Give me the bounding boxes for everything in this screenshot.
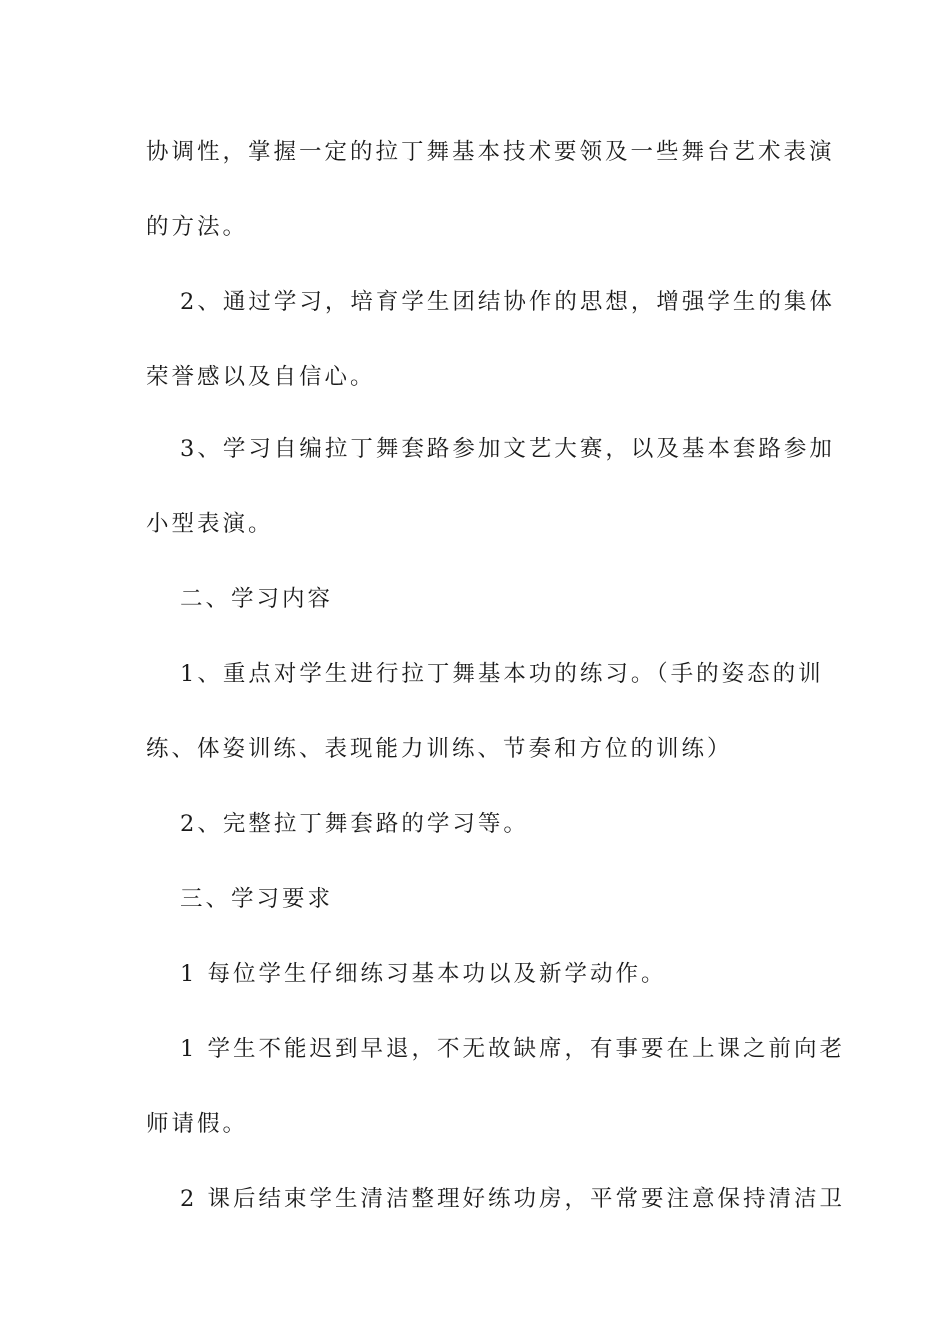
text-line: 师请假。 xyxy=(146,1111,249,1137)
paragraph-objective-2 xyxy=(146,265,835,415)
heading-line: 三、学习要求 xyxy=(180,886,334,912)
text-line: 练、体姿训练、表现能力训练、节奏和方位的训练） xyxy=(146,736,733,762)
text-line: 荣誉感以及自信心。 xyxy=(146,364,376,390)
paragraph-requirement-2 xyxy=(146,1012,845,1162)
text-line: 1 学生不能迟到早退，不无故缺席，有事要在上课之前向老 xyxy=(180,1036,845,1062)
paragraph-objective-1-continued xyxy=(146,115,835,265)
heading-line: 二、学习内容 xyxy=(180,586,334,612)
text-line: 3、学习自编拉丁舞套路参加文艺大赛，以及基本套路参加 xyxy=(180,436,835,462)
text-line: 2、通过学习，培育学生团结协作的思想，增强学生的集体 xyxy=(180,289,835,315)
text-line: 的方法。 xyxy=(146,214,249,240)
text-line: 2、完整拉丁舞套路的学习等。 xyxy=(180,811,529,837)
paragraph-content-2 xyxy=(146,787,806,862)
section-heading-learning-requirements xyxy=(146,862,806,937)
text-line: 2 课后结束学生清洁整理好练功房，平常要注意保持清洁卫 xyxy=(180,1186,845,1212)
paragraph-objective-3 xyxy=(146,412,835,562)
text-line: 小型表演。 xyxy=(146,511,274,537)
paragraph-content-1 xyxy=(146,637,824,787)
paragraph-requirement-1 xyxy=(146,937,806,1012)
paragraph-requirement-3 xyxy=(146,1162,845,1237)
text-line: 1 每位学生仔细练习基本功以及新学动作。 xyxy=(180,961,667,987)
text-line: 协调性，掌握一定的拉丁舞基本技术要领及一些舞台艺术表演 xyxy=(146,139,835,165)
text-line: 1、重点对学生进行拉丁舞基本功的练习。（手的姿态的训 xyxy=(180,661,824,687)
section-heading-learning-content xyxy=(146,562,806,637)
